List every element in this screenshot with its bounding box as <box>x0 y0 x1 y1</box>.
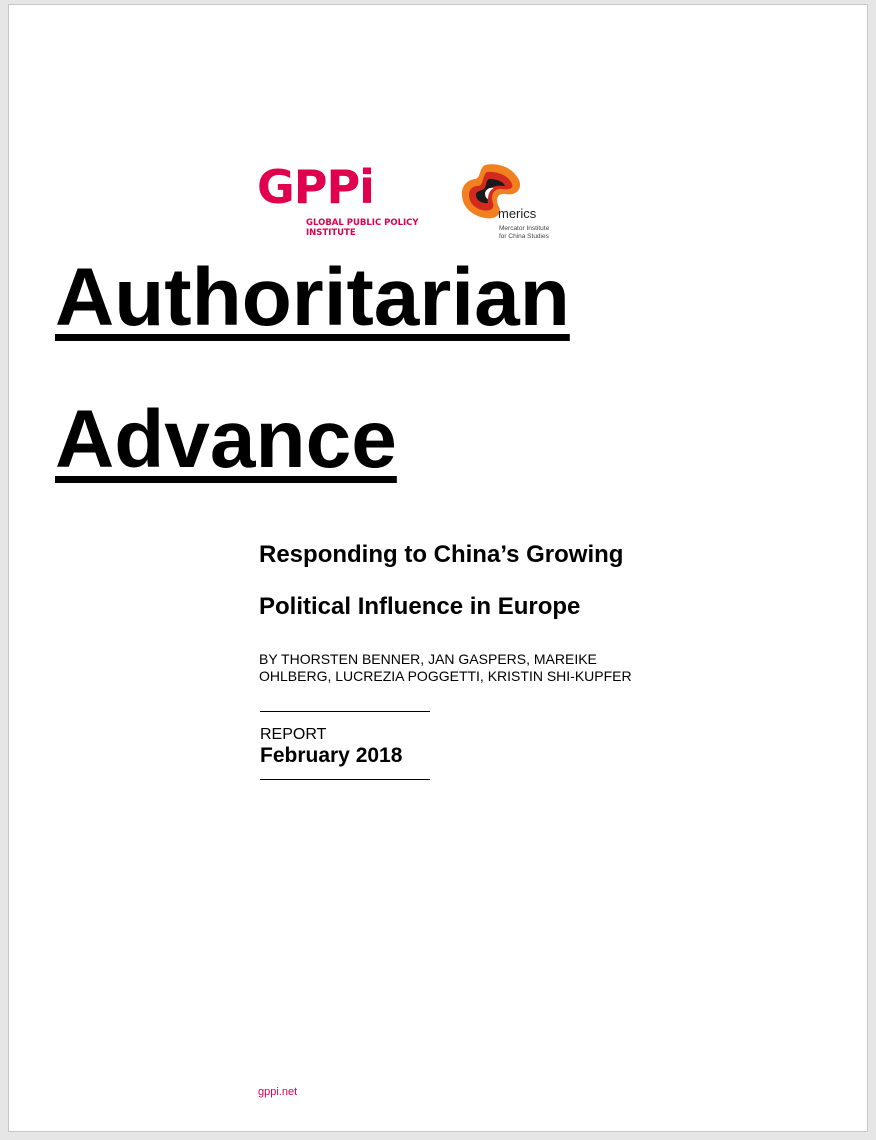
document-page <box>8 4 868 1132</box>
report-date: February 2018 <box>260 744 403 767</box>
subtitle-line1: Responding to China’s Growing <box>259 541 624 568</box>
author-byline-line1: BY THORSTEN BENNER, JAN GASPERS, MAREIKE <box>259 651 597 667</box>
merics-institute-line1: Mercator Institute <box>499 225 550 232</box>
merics-institute-line2: for China Studies <box>499 232 549 240</box>
divider-top <box>260 711 430 712</box>
report-type-label: REPORT <box>260 726 327 743</box>
document-title-line2: Advance <box>55 394 397 485</box>
merics-institute-name <box>499 225 549 240</box>
author-byline <box>259 651 679 685</box>
author-byline-line2: OHLBERG, LUCREZIA POGGETTI, KRISTIN SHI-KUPFER <box>259 668 632 684</box>
document-subtitle <box>259 529 759 633</box>
gppi-wordmark: GPPi <box>257 160 374 214</box>
document-title-line1: Authoritarian <box>55 252 570 343</box>
gppi-institute-line2: INSTITUTE <box>306 228 356 238</box>
merics-wordmark: merics <box>498 206 537 221</box>
gppi-institute-line1: GLOBAL PUBLIC POLICY <box>306 218 419 228</box>
footer-url: gppi.net <box>258 1086 298 1098</box>
gppi-logo <box>257 162 457 242</box>
merics-logo <box>455 162 565 244</box>
subtitle-line2: Political Influence in Europe <box>259 593 581 620</box>
divider-bottom <box>260 779 430 780</box>
gppi-institute-name <box>306 218 419 238</box>
